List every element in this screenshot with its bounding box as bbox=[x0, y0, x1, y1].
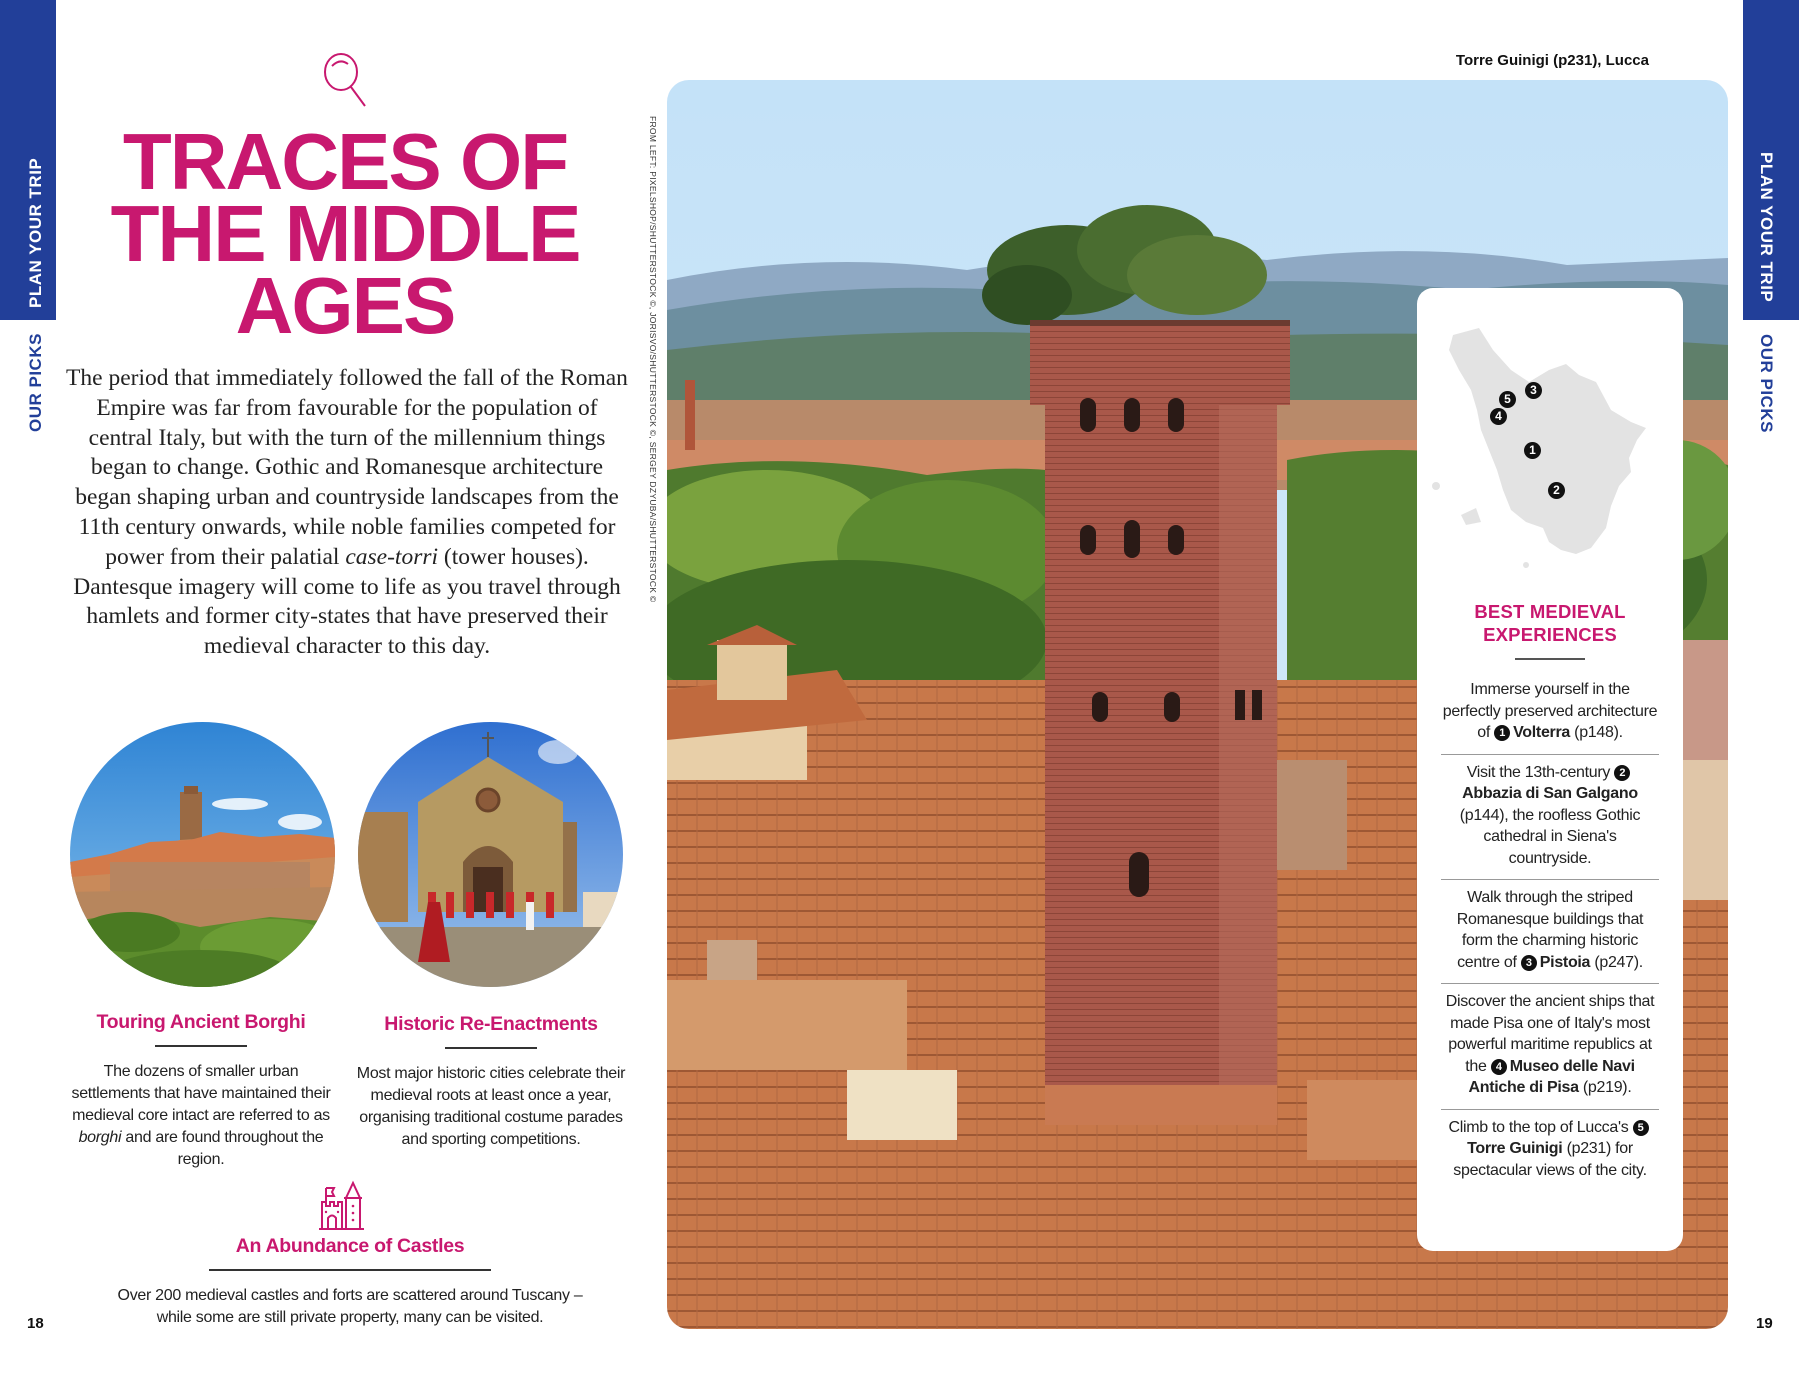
section-tab-plan-your-trip-left[interactable]: PLAN YOUR TRIP bbox=[26, 157, 45, 308]
intro-paragraph bbox=[62, 364, 632, 662]
map-pin-5[interactable]: 5 bbox=[1499, 391, 1516, 408]
number-badge-icon: 4 bbox=[1491, 1059, 1507, 1075]
page-ref: (p219). bbox=[1578, 1079, 1632, 1096]
item-text: Walk through the striped Romanesque buildings that form the charming historic centre of bbox=[1456, 889, 1644, 971]
map-pin-4[interactable]: 4 bbox=[1490, 408, 1507, 425]
experience-item-torre-guinigi bbox=[1441, 1110, 1659, 1192]
card-heading bbox=[1417, 600, 1683, 646]
number-badge-icon: 2 bbox=[1614, 765, 1630, 781]
intro-text-b: (tower houses). Dantesque imagery will come to life as you travel through hamlets and former city-states that have preserved their medieval character to this day. bbox=[73, 543, 621, 660]
experience-item-san-galgano bbox=[1441, 755, 1659, 881]
number-badge-icon: 5 bbox=[1633, 1120, 1649, 1136]
feature-touring-ancient-borghi bbox=[66, 1011, 336, 1171]
place-name: Museo delle Navi Antiche di Pisa bbox=[1468, 1057, 1635, 1096]
page-ref: (p148). bbox=[1570, 724, 1623, 741]
item-text: Visit the 13th-century bbox=[1466, 763, 1615, 781]
feature-historic-reenactments bbox=[350, 1013, 632, 1151]
feature-abundance-of-castles bbox=[110, 1235, 590, 1329]
photo-caption: Torre Guinigi (p231), Lucca bbox=[1455, 52, 1649, 69]
feature-heading: An Abundance of Castles bbox=[235, 1235, 465, 1257]
best-medieval-experiences-card bbox=[1417, 288, 1683, 1251]
photo-historic-reenactment bbox=[358, 722, 623, 987]
title-line-1: TRACES OF bbox=[122, 117, 568, 206]
map-pin-1[interactable]: 1 bbox=[1524, 442, 1541, 459]
place-name: Abbazia di San Galgano bbox=[1462, 785, 1638, 802]
card-heading-line-1: BEST MEDIEVAL bbox=[1474, 601, 1626, 622]
place-name: Volterra bbox=[1513, 724, 1571, 741]
number-badge-icon: 1 bbox=[1494, 725, 1510, 741]
feature-text-b: and are found throughout the region. bbox=[121, 1129, 324, 1168]
intro-italic-term: case-torri bbox=[345, 543, 439, 570]
photo-credit: FROM LEFT: PIXELSHOP/SHUTTERSTOCK ©, JORISVO/SHUTTERSTOCK ©, SERGEY DZYUBA/SHUTTERSTOCK © bbox=[648, 116, 658, 603]
page-number-right: 19 bbox=[1756, 1315, 1773, 1332]
feature-text: Over 200 medieval castles and forts are scattered around Tuscany – while some are still private property, many can be visited. bbox=[117, 1287, 583, 1326]
item-text: Discover the ancient ships that made Pisa one of Italy's most powerful maritime republics at the bbox=[1445, 993, 1655, 1075]
page-number-left: 18 bbox=[27, 1315, 44, 1332]
section-tab-plan-your-trip-right[interactable]: PLAN YOUR TRIP bbox=[1757, 152, 1776, 303]
item-text: Immerse yourself in the perfectly preserved architecture of bbox=[1442, 681, 1658, 741]
feature-heading: Touring Ancient Borghi bbox=[96, 1011, 306, 1033]
map-pin-3[interactable]: 3 bbox=[1525, 382, 1542, 399]
divider bbox=[209, 1269, 491, 1271]
feature-text-a: The dozens of smaller urban settlements that have maintained their medieval core intact are referred to as bbox=[71, 1063, 331, 1124]
page-ref: (p247). bbox=[1590, 953, 1643, 971]
map-pin-2[interactable]: 2 bbox=[1548, 482, 1565, 499]
feature-text bbox=[66, 1061, 336, 1171]
card-heading-line-2: EXPERIENCES bbox=[1483, 624, 1617, 645]
photo-pitigliano bbox=[70, 722, 335, 987]
tuscany-map bbox=[1431, 310, 1671, 586]
magnifier-icon bbox=[318, 50, 378, 110]
place-name: Pistoia bbox=[1539, 953, 1591, 971]
feature-italic-term: borghi bbox=[78, 1129, 122, 1146]
divider bbox=[155, 1045, 247, 1047]
page-title bbox=[70, 117, 620, 350]
page-ref: (p144), the roofless Gothic cathedral in Siena's countryside. bbox=[1459, 806, 1641, 867]
experience-item-museo-navi bbox=[1441, 984, 1659, 1110]
experience-item-pistoia bbox=[1441, 880, 1659, 984]
tuscany-map-shape bbox=[1431, 310, 1671, 586]
intro-text-a: The period that immediately followed the fall of the Roman Empire was far from favourable for the population of central Italy, but with the turn of the millennium things began to change. Gothic and Romanesque architecture began shaping urban and countryside landscapes from the 11th century onwards, while noble families competed for power from their palatial bbox=[66, 365, 628, 570]
page-ref: (p231) for spectacular views of the city. bbox=[1453, 1140, 1647, 1179]
feature-text: Most major historic cities celebrate their medieval roots at least once a year, organising traditional costume parades and sporting competitions. bbox=[356, 1065, 626, 1148]
feature-heading: Historic Re-Enactments bbox=[384, 1013, 598, 1035]
subsection-tab-our-picks-right[interactable]: OUR PICKS bbox=[1757, 334, 1776, 433]
divider bbox=[445, 1047, 537, 1049]
castle-icon bbox=[318, 1180, 370, 1232]
divider bbox=[1515, 658, 1585, 660]
number-badge-icon: 3 bbox=[1521, 955, 1537, 971]
item-text: Climb to the top of Lucca's bbox=[1448, 1118, 1633, 1136]
subsection-tab-our-picks-left[interactable]: OUR PICKS bbox=[26, 333, 45, 432]
title-line-2: THE MIDDLE bbox=[110, 189, 580, 278]
place-name: Torre Guinigi bbox=[1467, 1140, 1563, 1157]
experience-list bbox=[1441, 672, 1659, 1191]
experience-item-volterra bbox=[1441, 672, 1659, 755]
title-line-3: AGES bbox=[235, 261, 455, 350]
